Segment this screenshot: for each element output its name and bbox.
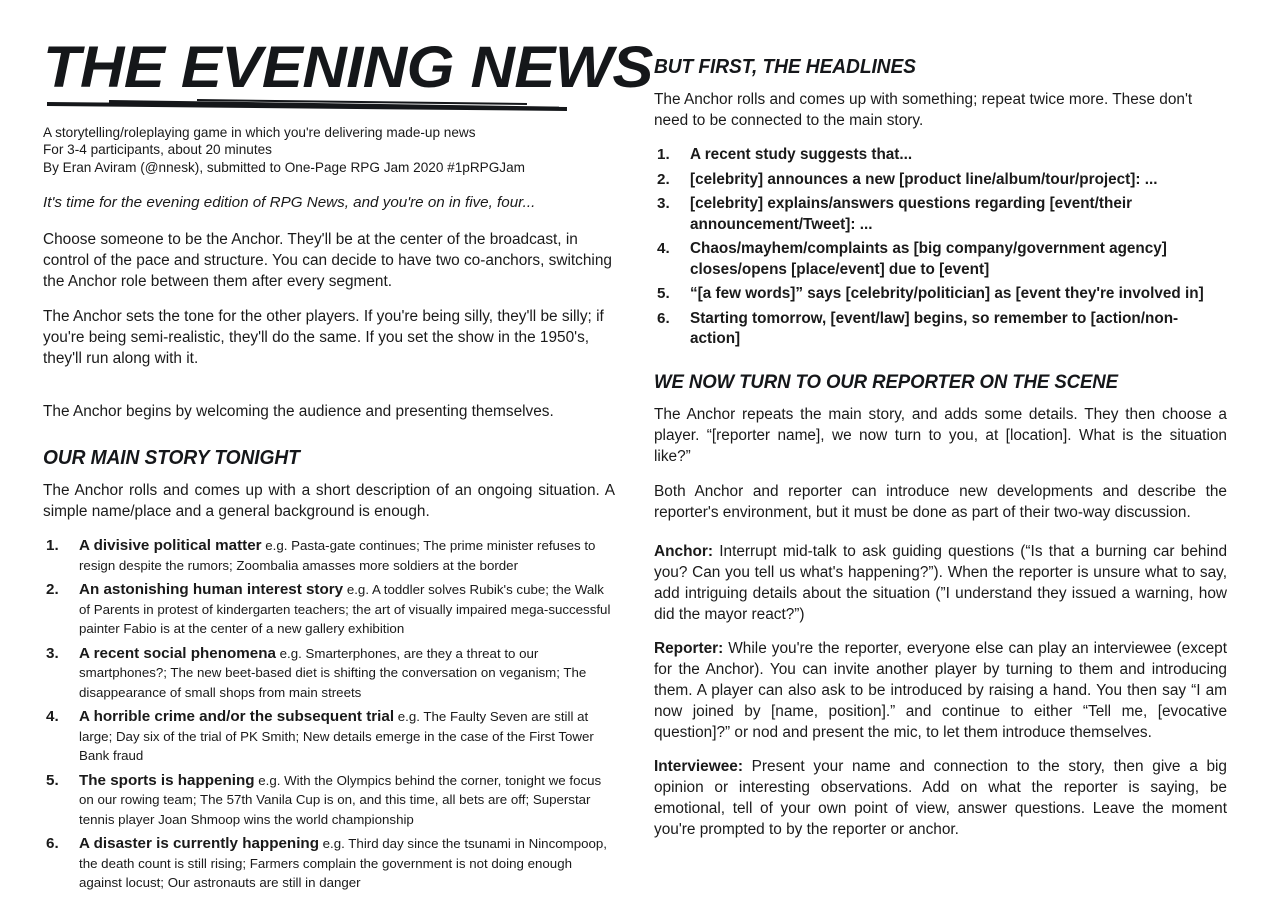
heading-reporter: WE NOW TURN TO OUR REPORTER ON THE SCENE	[654, 370, 1118, 393]
headline-item	[654, 194, 1227, 235]
heading-main-story: OUR MAIN STORY TONIGHT	[43, 447, 300, 470]
list-number: 5.	[46, 771, 59, 789]
list-number: 1.	[46, 537, 59, 555]
list-number: 4.	[46, 708, 59, 726]
main-story-item-examples: e.g. Smarterphones, are they a threat to our smartphones?; The new beet-based diet is shifting the conversation on veganism; The disappearance of small shops from main streets	[79, 645, 587, 700]
headline-item-text: Starting tomorrow, [event/law] begins, so remember to [action/non-action]	[690, 309, 1179, 347]
headline-item-text: A recent study suggests that...	[690, 146, 913, 163]
headlines-list	[654, 145, 1227, 350]
credits-line-description: A storytelling/roleplaying game in which you're delivering made-up news	[43, 124, 476, 140]
role-name: Interviewee:	[654, 757, 743, 775]
main-story-item	[43, 834, 615, 893]
masthead	[43, 35, 653, 112]
main-story-item-title: An astonishing human interest story	[79, 581, 344, 599]
title-underline-rule	[47, 98, 569, 112]
list-number: 1.	[657, 146, 670, 163]
main-story-item	[43, 771, 615, 830]
headline-item	[654, 239, 1227, 280]
role-paragraph	[654, 541, 1227, 625]
role-paragraph	[654, 756, 1227, 840]
main-story-intro: The Anchor rolls and comes up with a short description of an ongoing situation. A simple name/place and a general background is enough.	[43, 482, 615, 521]
headline-item-text: “[a few words]” says [celebrity/politician] as [event they're involved in]	[690, 285, 1204, 302]
main-story-item	[43, 707, 615, 766]
main-story-item-title: A recent social phenomena	[79, 644, 276, 662]
main-story-item-examples: e.g. Pasta-gate continues; The prime minister refuses to resign despite the rumors; Zoombalia amasses more soldiers at the border	[79, 538, 596, 573]
main-story-item-title: A divisive political matter	[79, 537, 262, 555]
list-number: 3.	[657, 195, 670, 212]
main-story-item	[43, 536, 615, 575]
credits-line-author: By Eran Aviram (@nnesk), submitted to One-Page RPG Jam 2020 #1pRPGJam	[43, 159, 525, 175]
right-column	[654, 55, 1227, 840]
reporter-paragraph-1: The Anchor repeats the main story, and adds some details. They then choose a player. “[reporter name], we now turn to you, at [location]. What is the situation like?”	[654, 405, 1227, 465]
reporter-paragraph-2: Both Anchor and reporter can introduce new developments and describe the reporter's environment, but it must be done as part of their two-way discussion.	[654, 482, 1227, 521]
main-story-item	[43, 644, 615, 703]
list-number: 3.	[46, 644, 59, 662]
credits-block	[43, 124, 615, 177]
headline-item-text: [celebrity] announces a new [product line/album/tour/project]: ...	[690, 170, 1158, 188]
main-story-item-title: A disaster is currently happening	[79, 835, 319, 853]
headline-item	[654, 170, 1227, 191]
role-text: Present your name and connection to the story, then give a big opinion or interesting observations. Add on what the reporter is saying, be emotional, tell of your own point of view, answer questions. Leave the moment you're prompted to by the reporter or anchor.	[654, 757, 1227, 838]
main-story-list	[43, 536, 615, 893]
intro-paragraph-1: Choose someone to be the Anchor. They'll be at the center of the broadcast, in control of the pace and structure. You can decide to have two co-anchors, switching the Anchor role between them after every segment.	[43, 231, 612, 291]
main-story-item-examples: e.g. With the Olympics behind the corner, tonight we focus on our rowing team; The 57th Vanila Cup is on, and this time, all bets are off; Superstar tennis player Joan Shmoop wins the world championship	[79, 772, 602, 827]
list-number: 5.	[657, 285, 670, 302]
role-text: Interrupt mid-talk to ask guiding questions (“Is that a burning car behind you? Can you tell us what's happening?”). When the reporter is unsure what to say, add intriguing details about the situation (”I understand they issued a warning, how did the mayor react?”)	[654, 542, 1227, 623]
list-number: 2.	[657, 170, 670, 188]
main-story-item-title: A horrible crime and/or the subsequent trial	[79, 708, 395, 726]
headlines-intro: The Anchor rolls and comes up with something; repeat twice more. These don't need to be connected to the main story.	[654, 91, 1193, 129]
headline-item	[654, 284, 1227, 305]
intro-paragraph-2: The Anchor sets the tone for the other players. If you're being silly, they'll be silly; if you're being semi-realistic, they'll do the same. If you set the show in the 1950's, they'll run along with it.	[43, 308, 604, 368]
role-paragraph	[654, 638, 1227, 743]
left-column	[43, 0, 653, 893]
main-story-item	[43, 580, 615, 639]
heading-headlines: BUT FIRST, THE HEADLINES	[654, 56, 916, 78]
headline-item-text: Chaos/mayhem/complaints as [big company/government agency] closes/opens [place/event] due to [event]	[690, 240, 1167, 278]
tagline: It's time for the evening edition of RPG News, and you're on in five, four...	[43, 194, 536, 212]
role-descriptions	[654, 541, 1227, 840]
intro-paragraph-3: The Anchor begins by welcoming the audience and presenting themselves.	[43, 403, 554, 421]
role-name: Anchor:	[654, 542, 713, 560]
list-number: 4.	[657, 240, 670, 257]
main-story-item-title: The sports is happening	[79, 771, 255, 789]
main-story-item-examples: e.g. The Faulty Seven are still at large; Day six of the trial of PK Smith; New details emerge in the case of the First Tower Bank fraud	[79, 709, 594, 764]
role-name: Reporter:	[654, 639, 724, 657]
headline-item	[654, 309, 1227, 350]
list-number: 2.	[46, 581, 59, 599]
list-number: 6.	[657, 309, 670, 327]
headline-item-text: [celebrity] explains/answers questions regarding [event/their announcement/Tweet]: ...	[690, 195, 1133, 233]
headline-item	[654, 145, 1227, 166]
role-text: While you're the reporter, everyone else can play an interviewee (except for the Anchor). You can invite another player by turning to them and introducing them. A player can also ask to be introduced by raising a hand. You then say “I am now joined by [name, position].” and continue to either “Tell me, [evocative question]?” or nod and present the mic, to let them introduce themselves.	[654, 639, 1227, 741]
list-number: 6.	[46, 835, 59, 853]
main-story-item-examples: e.g. Third day since the tsunami in Nincompoop, the death count is still rising; Farmers complain the government is not doing enough against locust; Our astronauts are still in danger	[79, 836, 607, 891]
page-title: THE EVENING NEWS	[43, 35, 653, 100]
credits-line-participants: For 3-4 participants, about 20 minutes	[43, 142, 272, 158]
main-story-item-examples: e.g. A toddler solves Rubik's cube; the Walk of Parents in protest of kindergarten teachers; the art of visually impaired mega-successful painter Fabio is at the center of a new gallery exhibition	[79, 582, 611, 637]
